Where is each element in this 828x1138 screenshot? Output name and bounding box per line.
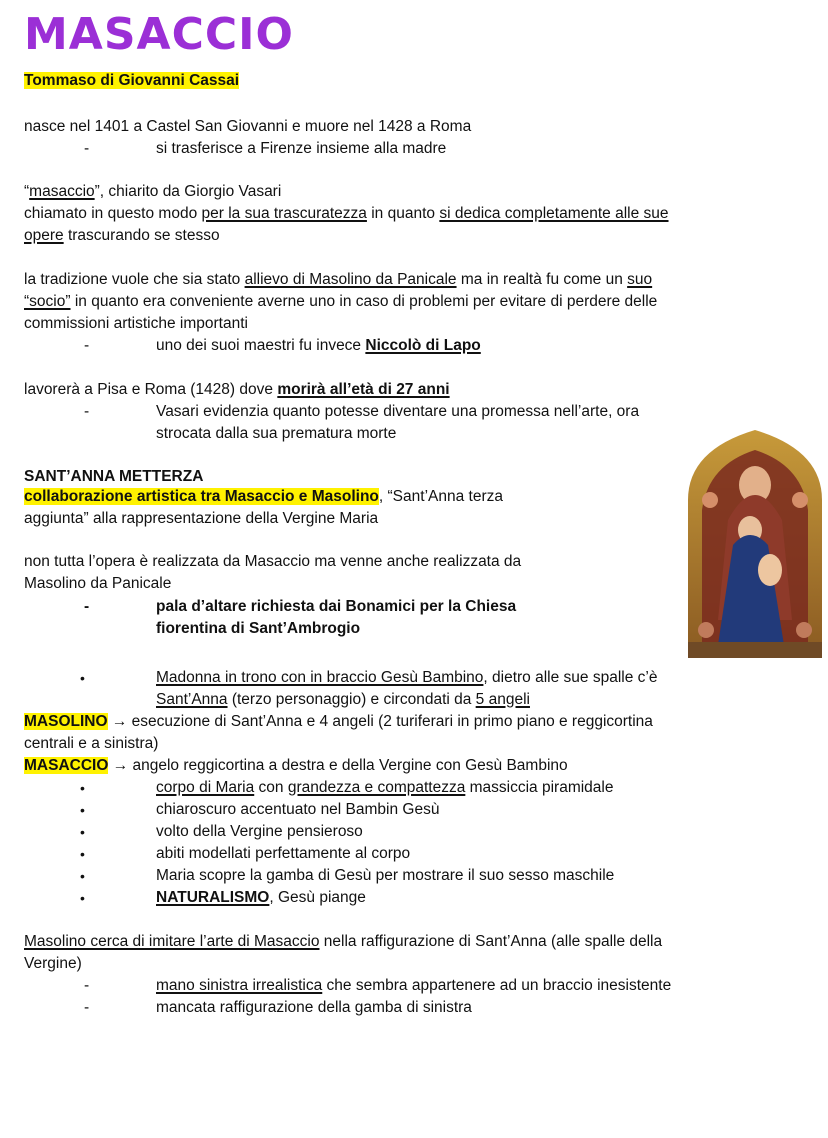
dash: - [84,140,90,157]
text: → angelo reggicortina a destra e della Vergine con Gesù Bambino [108,757,568,774]
imitation-line-2: Vergine) [24,955,82,972]
bullet-item: Maria scopre la gamba di Gesù per mostrare il suo sesso maschile [156,867,615,884]
bullet-item: abiti modellati perfettamente al corpo [156,845,411,862]
subtitle [24,70,239,92]
imitation-line [24,931,662,953]
collab-line [24,486,503,508]
collab-line-2: aggiunta” alla rappresentazione della Vergine Maria [24,510,379,527]
underlined-text: per la sua trascuratezza [201,205,367,222]
bullet-item [156,777,614,799]
bullet: • [80,824,85,840]
underlined-text: si dedica completamente alle sue [439,205,669,222]
text: trascurando se stesso [63,227,220,244]
text: in quanto [366,205,440,222]
authorship-line: non tutta l’opera è realizzata da Masaccio ma venne anche realizzata da [24,553,522,570]
underlined-text: Sant’Anna [156,691,228,708]
hand-line [156,975,671,997]
leg-line: mancata raffigurazione della gamba di sinistra [156,999,472,1016]
subtitle-text: Tommaso di Giovanni Cassai [24,72,240,89]
nickname-line [24,181,281,203]
underlined-text: suo [627,271,653,288]
text: (terzo personaggio) e circondati da [227,691,476,708]
bold-underlined-text: Niccolò di Lapo [365,337,481,354]
text: massiccia piramidale [465,779,614,796]
highlighted-text: MASACCIO [24,757,109,774]
text: , “Sant’Anna terza [378,488,503,505]
underlined-text: Madonna in trono con in braccio Gesù Bambino [156,669,484,686]
bullet: • [80,780,85,796]
bullet: • [80,846,85,862]
dash: - [84,999,90,1016]
bold-underlined-text: NATURALISMO [156,889,270,906]
highlighted-text: collaborazione artistica tra Masaccio e Masolino [24,488,379,505]
text: la tradizione vuole che sia stato [24,271,245,288]
highlighted-text: MASOLINO [24,713,108,730]
madonna-line-2 [156,689,530,711]
firenze-line: si trasferisce a Firenze insieme alla madre [156,140,447,157]
bullet: • [80,868,85,884]
sant-anna-metterza-painting [688,430,822,658]
bullet-item: volto della Vergine pensieroso [156,823,363,840]
authorship-line-2: Masolino da Panicale [24,575,172,592]
underlined-text: grandezza e compattezza [287,779,466,796]
underlined-text: allievo di Masolino da Panicale [244,271,457,288]
text: → esecuzione di Sant’Anna e 4 angeli (2 turiferari in primo piano e reggicortina [107,713,653,730]
tradition-line [24,269,652,291]
vasari-line-2: strocata dalla sua prematura morte [156,425,397,442]
masaccio-line [24,755,568,777]
text: ma in realtà fu come un [456,271,628,288]
bullet: • [80,670,85,686]
pala-line: pala d’altare richiesta dai Bonamici per la Chiesa [156,598,517,615]
text: nella raffigurazione di Sant’Anna (alle spalle della [319,933,663,950]
bold-underlined-text: morirà all’età di 27 anni [277,381,450,398]
bullet: • [80,890,85,906]
underlined-text: “socio” [24,293,71,310]
bullet: • [80,802,85,818]
text: , dietro alle sue spalle c’è [483,669,658,686]
dash: - [84,598,90,615]
nickname: masaccio [29,183,95,200]
dash: - [84,977,90,994]
reason-line-2 [24,225,220,247]
vasari-line: Vasari evidenzia quanto potesse diventare una promessa nell’arte, ora [156,403,640,420]
tradition-line-3: commissioni artistiche importanti [24,315,248,332]
pala-line-2: fiorentina di Sant’Ambrogio [156,620,361,637]
madonna-line [156,667,657,689]
page-title: MASACCIO [24,9,294,60]
underlined-text: 5 angeli [475,691,530,708]
text: con [254,779,288,796]
quote: “ [24,183,30,200]
reason-line [24,203,669,225]
birth-line: nasce nel 1401 a Castel San Giovanni e muore nel 1428 a Roma [24,118,472,135]
section-heading: SANT’ANNA METTERZA [24,468,204,485]
nickname-rest: ”, chiarito da Giorgio Vasari [94,183,282,200]
text: lavorerà a Pisa e Roma (1428) dove [24,381,278,398]
text: chiamato in questo modo [24,205,202,222]
dash: - [84,337,90,354]
text: uno dei suoi maestri fu invece [156,337,366,354]
text: in quanto era conveniente averne uno in caso di problemi per evitare di perdere delle [70,293,658,310]
master-line [156,335,481,357]
underlined-text: mano sinistra irrealistica [156,977,323,994]
tradition-line-2 [24,291,657,313]
masolino-line-2: centrali e a sinistra) [24,735,159,752]
text: che sembra appartenere ad un braccio inesistente [322,977,672,994]
bullet-item: chiaroscuro accentuato nel Bambin Gesù [156,801,440,818]
underlined-text: Masolino cerca di imitare l’arte di Masaccio [24,933,320,950]
underlined-text: corpo di Maria [156,779,255,796]
underlined-text: opere [24,227,64,244]
masolino-line [24,711,653,733]
death-line [24,379,450,401]
bullet-item [156,887,366,909]
text: , Gesù piange [269,889,366,906]
dash: - [84,403,90,420]
